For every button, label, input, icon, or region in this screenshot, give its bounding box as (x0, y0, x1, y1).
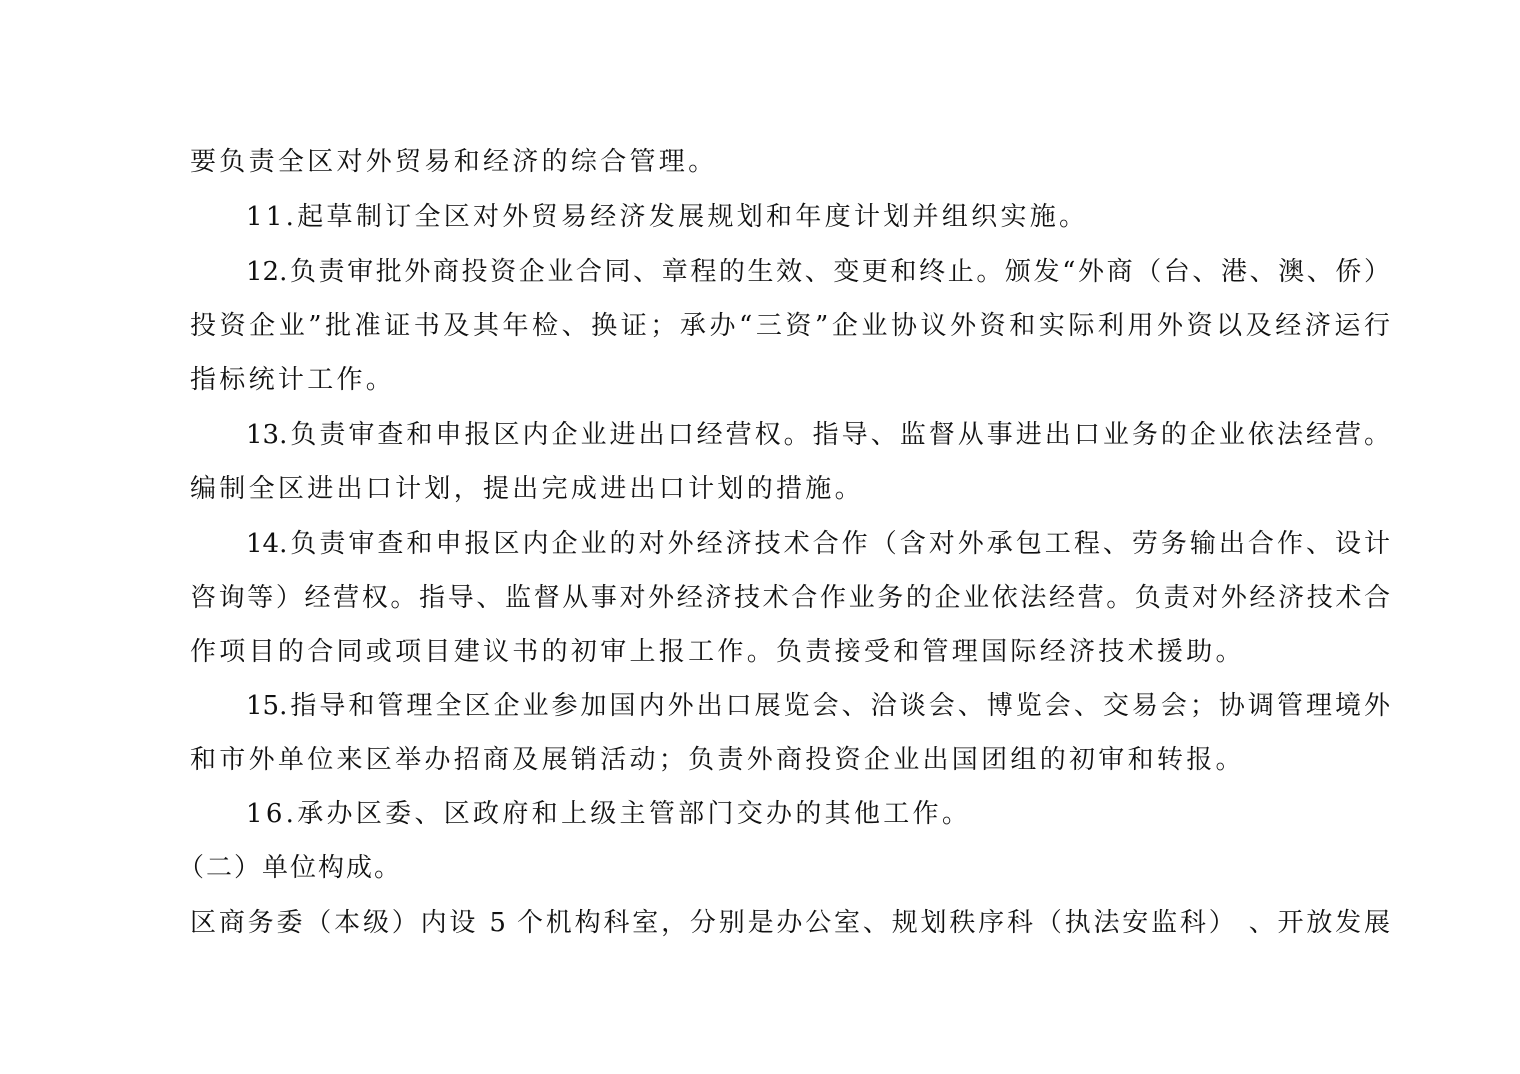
item-12-line-2: 投资企业”批准证书及其年检、换证；承办“三资”企业协议外资和实际利用外资以及经济运行 (190, 311, 1390, 341)
item-16-line-1: 16.承办区委、区政府和上级主管部门交办的其他工作。 (246, 799, 972, 829)
item-15-line-2: 和市外单位来区举办招商及展销活动；负责外商投资企业出国团组的初审和转报。 (190, 745, 1245, 775)
item-14-line-2: 咨询等）经营权。指导、监督从事对外经济技术合作业务的企业依法经营。负责对外经济技术合 (190, 583, 1390, 613)
section-heading: （二）单位构成。 (178, 853, 403, 883)
item-12-line-3: 指标统计工作。 (190, 365, 396, 395)
item-12-line-1: 12.负责审批外商投资企业合同、章程的生效、变更和终止。颁发“外商（台、港、澳、侨） (246, 257, 1390, 287)
item-13-line-2: 编制全区进出口计划，提出完成进出口计划的措施。 (190, 474, 864, 504)
item-11-line-1: 11.起草制订全区对外贸易经济发展规划和年度计划并组织实施。 (246, 202, 1089, 232)
item-13-line-1: 13.负责审查和申报区内企业进出口经营权。指导、监督从事进出口业务的企业依法经营。 (246, 420, 1390, 450)
item-14-line-3: 作项目的合同或项目建议书的初审上报工作。负责接受和管理国际经济技术援助。 (190, 637, 1245, 667)
item-15-line-1: 15.指导和管理全区企业参加国内外出口展览会、洽谈会、博览会、交易会；协调管理境外 (246, 691, 1390, 721)
unit-composition-line-1: 区商务委（本级）内设 5 个机构科室，分别是办公室、规划秩序科（执法安监科） 、开放发展 (190, 908, 1390, 938)
item-14-line-1: 14.负责审查和申报区内企业的对外经济技术合作（含对外承包工程、劳务输出合作、设计 (246, 529, 1390, 559)
text-line-1: 要负责全区对外贸易和经济的综合管理。 (190, 147, 718, 177)
